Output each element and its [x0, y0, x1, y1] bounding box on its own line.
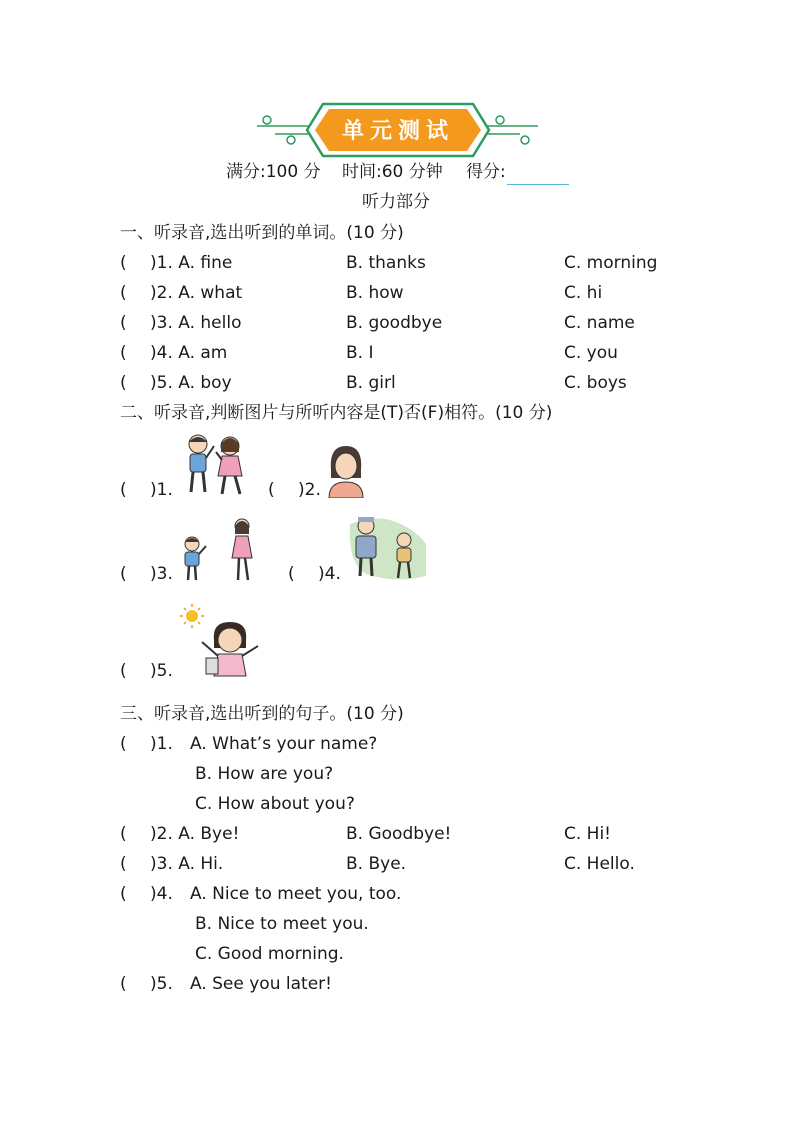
- p2-q2: )2.: [298, 480, 321, 500]
- answer-paren: (: [120, 661, 127, 681]
- p2-q1: )1.: [150, 480, 173, 500]
- p1-q4-b: B. I: [346, 343, 374, 363]
- answer-paren: (: [120, 253, 127, 273]
- p1-q3-b: B. goodbye: [346, 313, 443, 333]
- p3-q3-c: C. Hello.: [564, 854, 635, 874]
- answer-paren: (: [120, 373, 127, 393]
- p3-q3-a: )3. A. Hi.: [150, 854, 224, 874]
- answer-paren: (: [120, 283, 127, 303]
- girl-waking-up-picture: [178, 602, 264, 684]
- p1-q4-a: )4. A. am: [150, 343, 228, 363]
- p3-q5-num: )5.: [150, 974, 173, 994]
- father-and-child-picture: [346, 514, 428, 584]
- full-score: 满分:100 分: [226, 162, 321, 182]
- p1-q2-b: B. how: [346, 283, 404, 303]
- p1-q4-c: C. you: [564, 343, 618, 363]
- p1-q3-c: C. name: [564, 313, 635, 333]
- answer-paren: (: [120, 480, 127, 500]
- p3-q2-b: B. Goodbye!: [346, 824, 452, 844]
- p3-q4-b: B. Nice to meet you.: [195, 914, 369, 934]
- p3-q3-b: B. Bye.: [346, 854, 407, 874]
- p3-q2-a: )2. A. Bye!: [150, 824, 240, 844]
- p1-q5-b: B. girl: [346, 373, 396, 393]
- answer-paren: (: [288, 564, 295, 584]
- p2-q3: )3.: [150, 564, 173, 584]
- p3-q4-num: )4.: [150, 884, 173, 904]
- p1-q1-b: B. thanks: [346, 253, 426, 273]
- boy-and-woman-picture: [178, 516, 268, 584]
- p3-q4-a: A. Nice to meet you, too.: [190, 884, 402, 904]
- score-label: 得分:: [466, 162, 506, 182]
- sun-icon: [180, 604, 204, 628]
- p3-q1-b: B. How are you?: [195, 764, 334, 784]
- banner-title: 单元测试: [341, 119, 455, 144]
- p2-q4: )4.: [318, 564, 341, 584]
- p2-q5: )5.: [150, 661, 173, 681]
- answer-paren: (: [120, 564, 127, 584]
- p3-q5-a: A. See you later!: [190, 974, 332, 994]
- time-limit: 时间:60 分钟: [342, 162, 443, 182]
- answer-paren: (: [120, 884, 127, 904]
- answer-paren: (: [120, 343, 127, 363]
- p3-q1-c: C. How about you?: [195, 794, 355, 814]
- answer-paren: (: [120, 734, 127, 754]
- woman-portrait-picture: [325, 444, 367, 498]
- p3-q4-c: C. Good morning.: [195, 944, 344, 964]
- p1-q1-a: )1. A. fine: [150, 253, 233, 273]
- score-blank-line: [507, 184, 569, 185]
- p1-q2-c: C. hi: [564, 283, 603, 303]
- p1-q3-a: )3. A. hello: [150, 313, 242, 333]
- title-banner: [255, 100, 540, 160]
- p1-q1-c: C. morning: [564, 253, 658, 273]
- answer-paren: (: [120, 824, 127, 844]
- p1-q5-a: )5. A. boy: [150, 373, 232, 393]
- p3-q2-c: C. Hi!: [564, 824, 611, 844]
- two-children-greeting-picture: [178, 432, 250, 498]
- part2-heading: 二、听录音,判断图片与所听内容是(T)否(F)相符。(10 分): [120, 403, 553, 423]
- part3-heading: 三、听录音,选出听到的句子。(10 分): [120, 704, 404, 724]
- part1-heading: 一、听录音,选出听到的单词。(10 分): [120, 223, 404, 243]
- section-title: 听力部分: [362, 192, 430, 212]
- p1-q2-a: )2. A. what: [150, 283, 243, 303]
- p3-q1-a: A. What’s your name?: [190, 734, 378, 754]
- answer-paren: (: [120, 854, 127, 874]
- answer-paren: (: [120, 313, 127, 333]
- answer-paren: (: [120, 974, 127, 994]
- p3-q1-num: )1.: [150, 734, 173, 754]
- p1-q5-c: C. boys: [564, 373, 627, 393]
- answer-paren: (: [268, 480, 275, 500]
